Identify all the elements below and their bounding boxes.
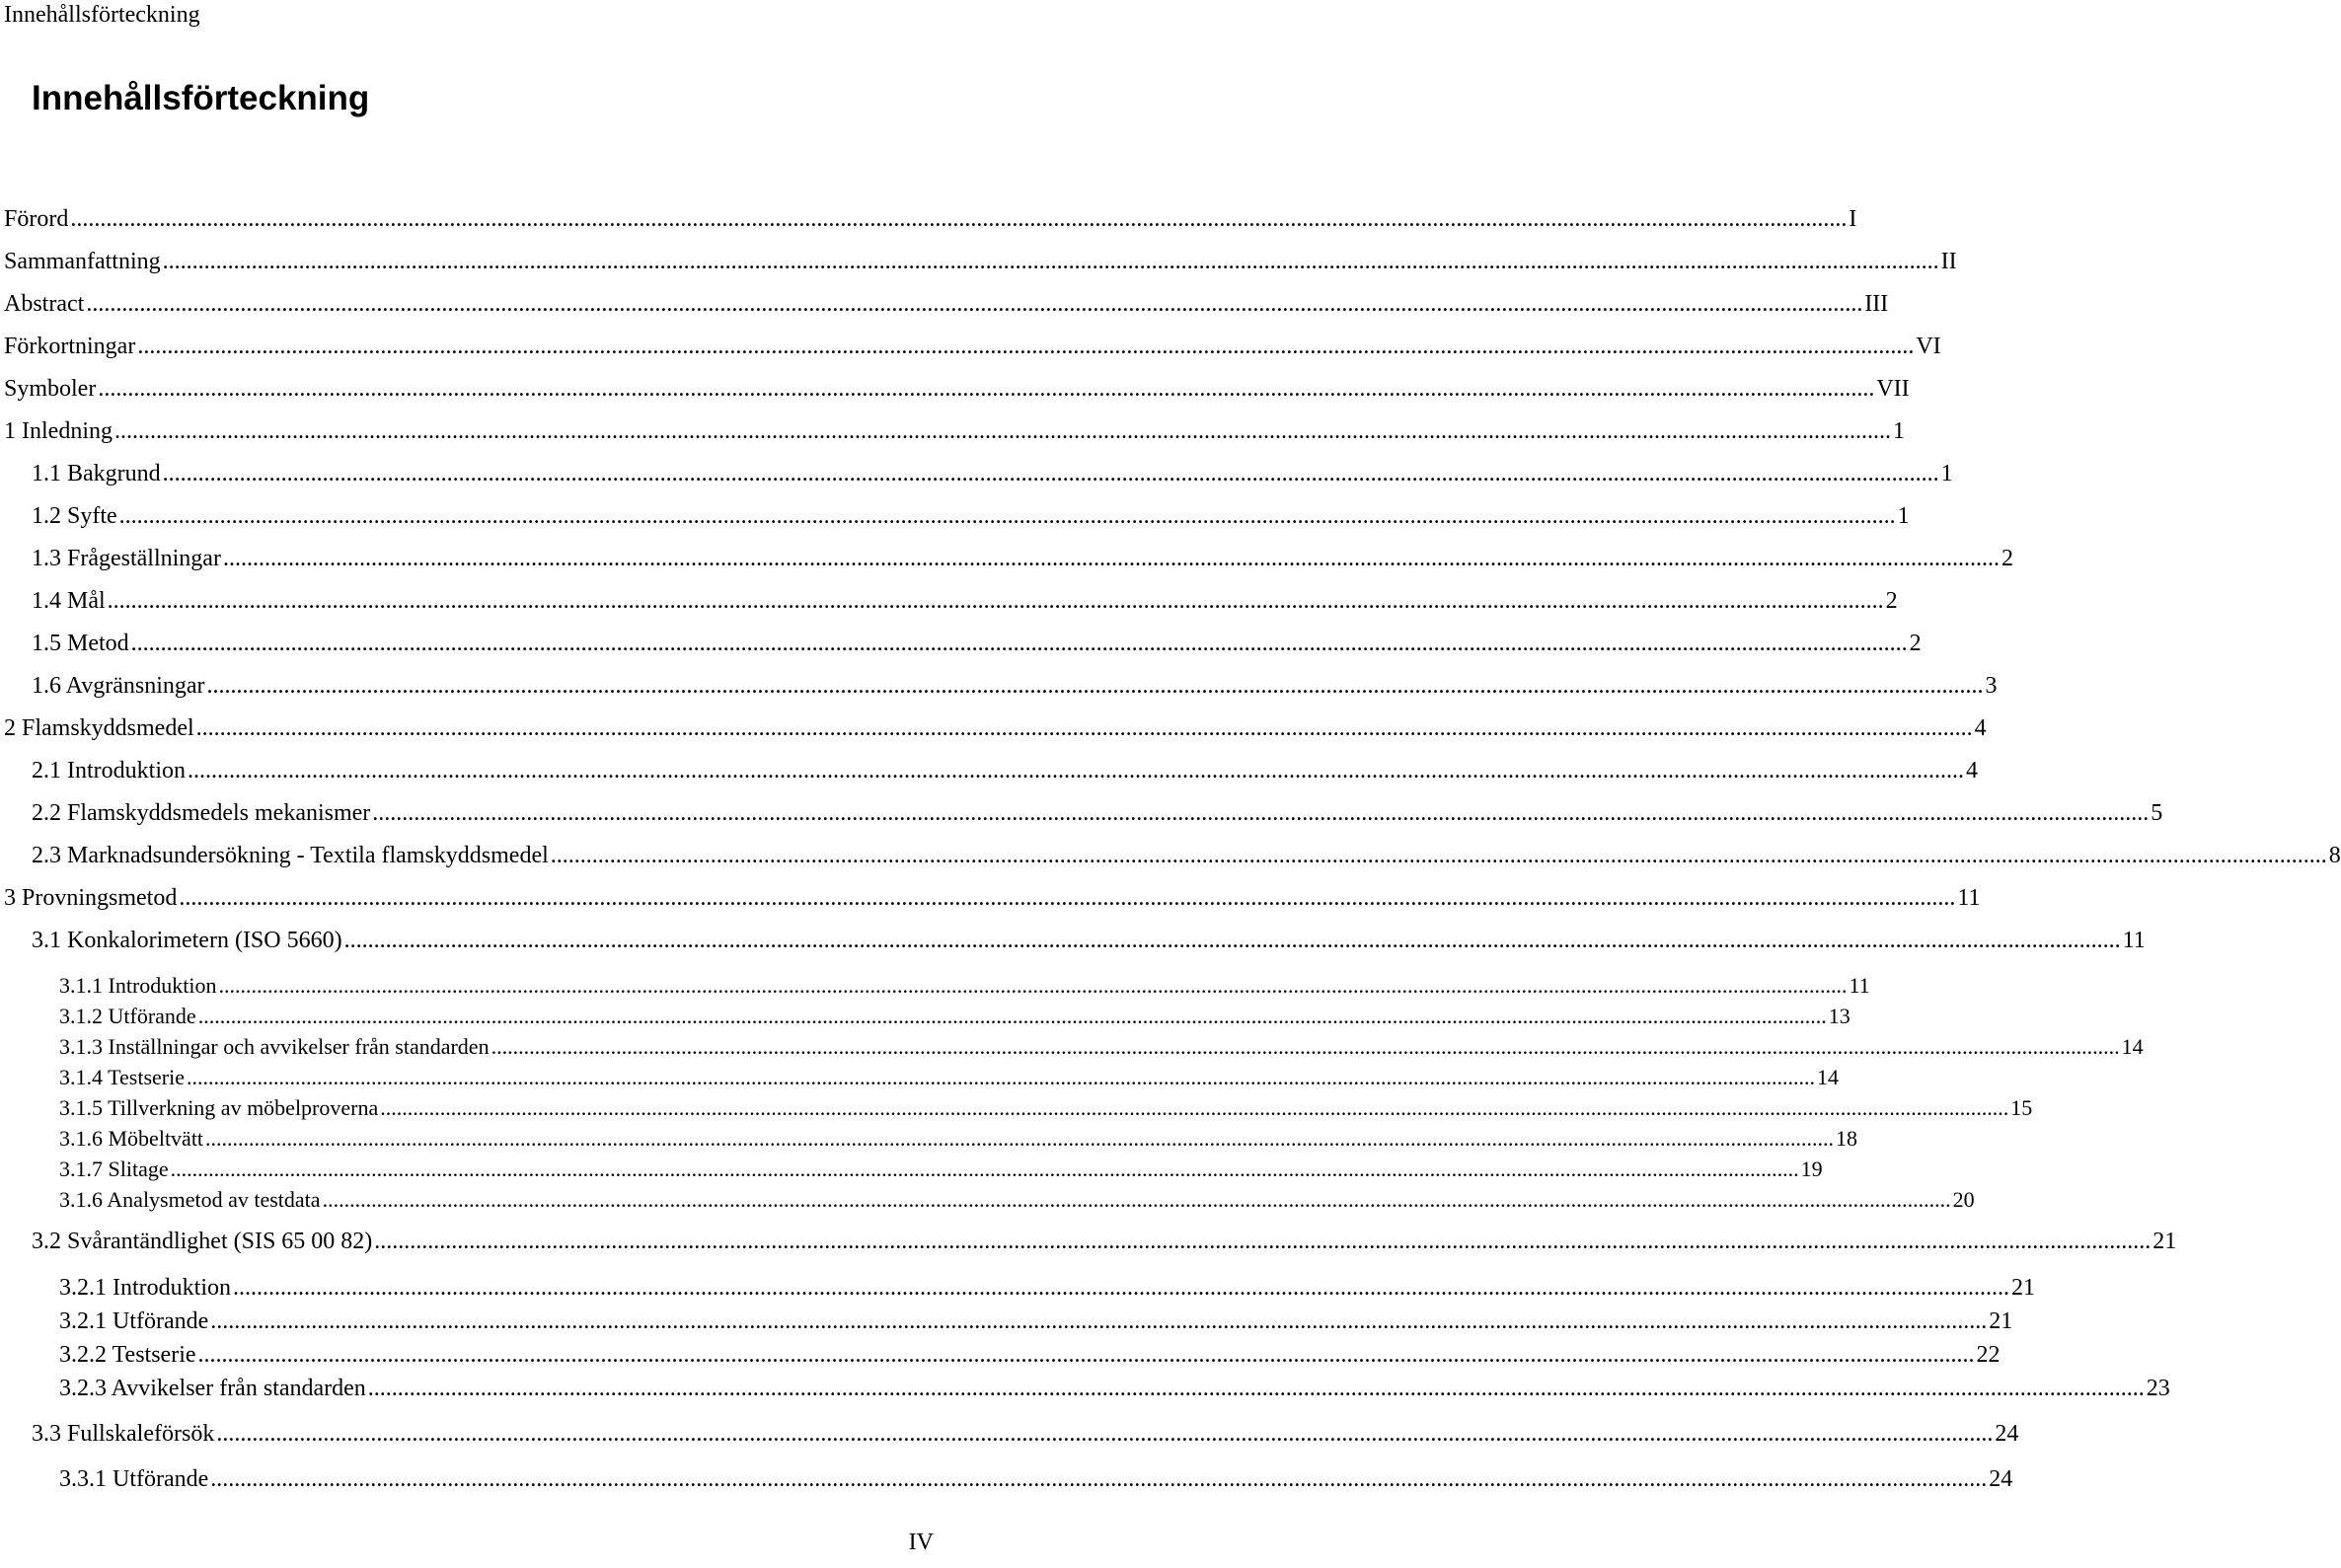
toc-entry-label: 2.1 Introduktion bbox=[32, 758, 186, 784]
toc-entry-label: 3.1.6 Möbeltvätt bbox=[59, 1126, 204, 1151]
toc-entry-label: Symboler bbox=[4, 376, 97, 402]
toc-entry-3-1[interactable] bbox=[32, 926, 2146, 955]
toc-entry-page: III bbox=[1864, 291, 1889, 317]
dot-leader: ............................................................................................................................................................................................................................................................................................................ bbox=[107, 588, 1884, 614]
toc-entry-label: 1.5 Metod bbox=[32, 631, 129, 656]
toc-entry-3-1-6[interactable] bbox=[59, 1125, 1858, 1155]
toc-entry-1[interactable] bbox=[4, 416, 1905, 446]
toc-entry-3-2-3[interactable] bbox=[59, 1374, 2170, 1403]
toc-entry-forkortningar[interactable] bbox=[4, 332, 1941, 361]
toc-entry-page: 22 bbox=[1976, 1342, 2001, 1368]
dot-leader: ............................................................................................................................................................................................................................................................................................................ bbox=[118, 503, 1896, 529]
dot-leader: ............................................................................................................................................................................................................................................................................................................ bbox=[322, 1187, 1951, 1212]
toc-entry-3-3[interactable] bbox=[32, 1419, 2019, 1449]
toc-entry-label: 3.1 Konkalorimetern (ISO 5660) bbox=[32, 928, 342, 953]
toc-entry-label: 1 Inledning bbox=[4, 418, 113, 444]
toc-entry-label: 3.1.6 Analysmetod av testdata bbox=[59, 1187, 321, 1212]
dot-leader: ............................................................................................................................................................................................................................................................................................................ bbox=[216, 1421, 1994, 1447]
toc-entry-label: Förkortningar bbox=[4, 334, 136, 359]
running-header: Innehållsförteckning bbox=[4, 2, 200, 28]
toc-entry-forord[interactable] bbox=[4, 204, 1857, 234]
toc-entry-3-3-1[interactable] bbox=[59, 1464, 2013, 1494]
toc-entry-sammanfattning[interactable] bbox=[4, 247, 1957, 276]
dot-leader: ............................................................................................................................................................................................................................................................................................................ bbox=[162, 461, 1939, 486]
toc-entry-page: 11 bbox=[1849, 973, 1870, 998]
toc-entry-label: Abstract bbox=[4, 291, 85, 317]
toc-entry-symboler[interactable] bbox=[4, 374, 1910, 404]
toc-entry-page: 19 bbox=[1800, 1157, 1823, 1181]
dot-leader: ............................................................................................................................................................................................................................................................................................................ bbox=[210, 1466, 1988, 1492]
toc-entry-abstract[interactable] bbox=[4, 289, 1889, 319]
toc-entry-page: 11 bbox=[2122, 928, 2146, 953]
dot-leader: ............................................................................................................................................................................................................................................................................................................ bbox=[197, 1004, 1827, 1028]
toc-entry-label: 3.2.2 Testserie bbox=[59, 1342, 196, 1368]
dot-leader: ............................................................................................................................................................................................................................................................................................................ bbox=[550, 843, 2327, 868]
toc-entry-2[interactable] bbox=[4, 713, 1987, 743]
dot-leader: ............................................................................................................................................................................................................................................................................................................ bbox=[188, 758, 1964, 784]
toc-entry-label: 2 Flamskyddsmedel bbox=[4, 715, 194, 741]
toc-entry-label: 2.2 Flamskyddsmedels mekanismer bbox=[32, 800, 371, 826]
dot-leader: ............................................................................................................................................................................................................................................................................................................ bbox=[372, 800, 2150, 826]
dot-leader: ............................................................................................................................................................................................................................................................................................................ bbox=[170, 1157, 1799, 1181]
page-number: IV bbox=[908, 1530, 934, 1555]
toc-entry-2-2[interactable] bbox=[32, 798, 2163, 828]
toc-entry-page: 21 bbox=[2152, 1229, 2177, 1254]
toc-entry-label: 3.1.1 Introduktion bbox=[59, 973, 217, 998]
toc-entry-1-6[interactable] bbox=[32, 671, 1998, 701]
dot-leader: ............................................................................................................................................................................................................................................................................................................ bbox=[343, 928, 2121, 953]
toc-entry-page: 23 bbox=[2146, 1376, 2170, 1401]
toc-entry-page: VI bbox=[1916, 334, 1941, 359]
toc-entry-label: 3.1.7 Slitage bbox=[59, 1157, 169, 1181]
dot-leader: ............................................................................................................................................................................................................................................................................................................ bbox=[70, 206, 1848, 232]
dot-leader: ............................................................................................................................................................................................................................................................................................................ bbox=[367, 1376, 2145, 1401]
toc-entry-1-1[interactable] bbox=[32, 459, 1953, 488]
toc-entry-page: 24 bbox=[1995, 1421, 2019, 1447]
toc-entry-3-2[interactable] bbox=[32, 1227, 2177, 1256]
toc-entry-page: 20 bbox=[1952, 1187, 1975, 1212]
toc-entry-page: II bbox=[1940, 249, 1957, 274]
dot-leader: ............................................................................................................................................................................................................................................................................................................ bbox=[380, 1095, 2009, 1120]
toc-entry-page: 24 bbox=[1989, 1466, 2013, 1492]
toc-entry-page: 8 bbox=[2328, 843, 2341, 868]
dot-leader: ............................................................................................................................................................................................................................................................................................................ bbox=[130, 631, 1908, 656]
toc-entry-page: 4 bbox=[1974, 715, 1987, 741]
toc-entry-label: 3.1.3 Inställningar och avvikelser från standarden bbox=[59, 1034, 490, 1059]
toc-entry-page: 1 bbox=[1892, 418, 1905, 444]
toc-entry-2-1[interactable] bbox=[32, 756, 1978, 785]
toc-entry-label: 2.3 Marknadsundersökning - Textila flamskyddsmedel bbox=[32, 843, 549, 868]
dot-leader: ............................................................................................................................................................................................................................................................................................................ bbox=[195, 715, 1973, 741]
toc-entry-page: 18 bbox=[1836, 1126, 1858, 1151]
dot-leader: ............................................................................................................................................................................................................................................................................................................ bbox=[179, 885, 1956, 911]
toc-entry-page: 4 bbox=[1966, 758, 1978, 784]
dot-leader: ............................................................................................................................................................................................................................................................................................................ bbox=[137, 334, 1915, 359]
dot-leader: ............................................................................................................................................................................................................................................................................................................ bbox=[206, 673, 1984, 699]
toc-entry-page: 5 bbox=[2151, 800, 2163, 826]
toc-entry-label: Förord bbox=[4, 206, 69, 232]
toc-entry-label: 1.6 Avgränsningar bbox=[32, 673, 205, 699]
page-title: Innehållsförteckning bbox=[32, 79, 370, 117]
toc-entry-label: 3.3 Fullskaleförsök bbox=[32, 1421, 215, 1447]
toc-entry-label: 3.1.2 Utförande bbox=[59, 1004, 196, 1028]
toc-entry-label: 3.1.5 Tillverkning av möbelproverna bbox=[59, 1095, 379, 1120]
toc-entry-label: 1.2 Syfte bbox=[32, 503, 117, 529]
dot-leader: ............................................................................................................................................................................................................................................................................................................ bbox=[374, 1229, 2152, 1254]
dot-leader: ............................................................................................................................................................................................................................................................................................................ bbox=[210, 1308, 1988, 1334]
toc-entry-page: 3 bbox=[1985, 673, 1998, 699]
toc-entry-2-3[interactable] bbox=[32, 841, 2341, 870]
toc-entry-page: 14 bbox=[1816, 1065, 1839, 1089]
dot-leader: ............................................................................................................................................................................................................................................................................................................ bbox=[491, 1034, 2120, 1059]
toc-entry-1-4[interactable] bbox=[32, 586, 1898, 616]
toc-entry-3-1-1[interactable] bbox=[59, 972, 1870, 1002]
dot-leader: ............................................................................................................................................................................................................................................................................................................ bbox=[197, 1342, 1975, 1368]
dot-leader: ............................................................................................................................................................................................................................................................................................................ bbox=[218, 973, 1848, 998]
toc-entry-3-1-7[interactable] bbox=[59, 1156, 1823, 1185]
toc-entry-label: 3.1.4 Testserie bbox=[59, 1065, 185, 1089]
toc-entry-page: 1 bbox=[1940, 461, 1953, 486]
toc-entry-label: 1.1 Bakgrund bbox=[32, 461, 161, 486]
toc-entry-3[interactable] bbox=[4, 883, 1981, 913]
toc-entry-3-1-4[interactable] bbox=[59, 1064, 1839, 1093]
dot-leader: ............................................................................................................................................................................................................................................................................................................ bbox=[222, 546, 2000, 571]
toc-entry-page: 14 bbox=[2121, 1034, 2144, 1059]
dot-leader: ............................................................................................................................................................................................................................................................................................................ bbox=[113, 418, 1891, 444]
dot-leader: ............................................................................................................................................................................................................................................................................................................ bbox=[186, 1065, 1815, 1089]
dot-leader: ............................................................................................................................................................................................................................................................................................................ bbox=[98, 376, 1875, 402]
toc-entry-label: 3.2.3 Avvikelser från standarden bbox=[59, 1376, 366, 1401]
toc-entry-3-1-5[interactable] bbox=[59, 1094, 2033, 1124]
toc-entry-3-2-1[interactable] bbox=[59, 1273, 2035, 1303]
dot-leader: ............................................................................................................................................................................................................................................................................................................ bbox=[205, 1126, 1835, 1151]
dot-leader: ............................................................................................................................................................................................................................................................................................................ bbox=[86, 291, 1863, 317]
toc-entry-1-3[interactable] bbox=[32, 544, 2013, 573]
toc-entry-page: VII bbox=[1876, 376, 1910, 402]
toc-entry-3-2-1b[interactable] bbox=[59, 1307, 2013, 1336]
toc-entry-page: 21 bbox=[1989, 1308, 2013, 1334]
toc-entry-page: 2 bbox=[1909, 631, 1922, 656]
dot-leader: ............................................................................................................................................................................................................................................................................................................ bbox=[162, 249, 1939, 274]
toc-entry-label: 1.3 Frågeställningar bbox=[32, 546, 221, 571]
toc-entry-label: 3.2 Svårantändlighet (SIS 65 00 82) bbox=[32, 1229, 373, 1254]
toc-entry-3-2-2[interactable] bbox=[59, 1340, 2001, 1370]
toc-entry-page: 21 bbox=[2011, 1275, 2035, 1301]
toc-entry-label: 1.4 Mål bbox=[32, 588, 106, 614]
toc-entry-3-1-6b[interactable] bbox=[59, 1186, 1975, 1216]
toc-entry-page: I bbox=[1849, 206, 1857, 232]
toc-entry-page: 1 bbox=[1897, 503, 1910, 529]
toc-entry-label: 3 Provningsmetod bbox=[4, 885, 178, 911]
toc-entry-label: Sammanfattning bbox=[4, 249, 161, 274]
toc-entry-label: 3.3.1 Utförande bbox=[59, 1466, 209, 1492]
toc-entry-page: 15 bbox=[2010, 1095, 2033, 1120]
toc-entry-page: 11 bbox=[1957, 885, 1981, 911]
toc-entry-label: 3.2.1 Utförande bbox=[59, 1308, 209, 1334]
toc-entry-page: 2 bbox=[2001, 546, 2013, 571]
toc-entry-page: 2 bbox=[1885, 588, 1898, 614]
toc-entry-3-1-3[interactable] bbox=[59, 1033, 2144, 1063]
toc-entry-1-5[interactable] bbox=[32, 629, 1922, 658]
dot-leader: ............................................................................................................................................................................................................................................................................................................ bbox=[233, 1275, 2009, 1301]
toc-entry-3-1-2[interactable] bbox=[59, 1003, 1850, 1032]
toc-entry-1-2[interactable] bbox=[32, 501, 1910, 531]
toc-entry-page: 13 bbox=[1828, 1004, 1850, 1028]
toc-entry-label: 3.2.1 Introduktion bbox=[59, 1275, 231, 1301]
